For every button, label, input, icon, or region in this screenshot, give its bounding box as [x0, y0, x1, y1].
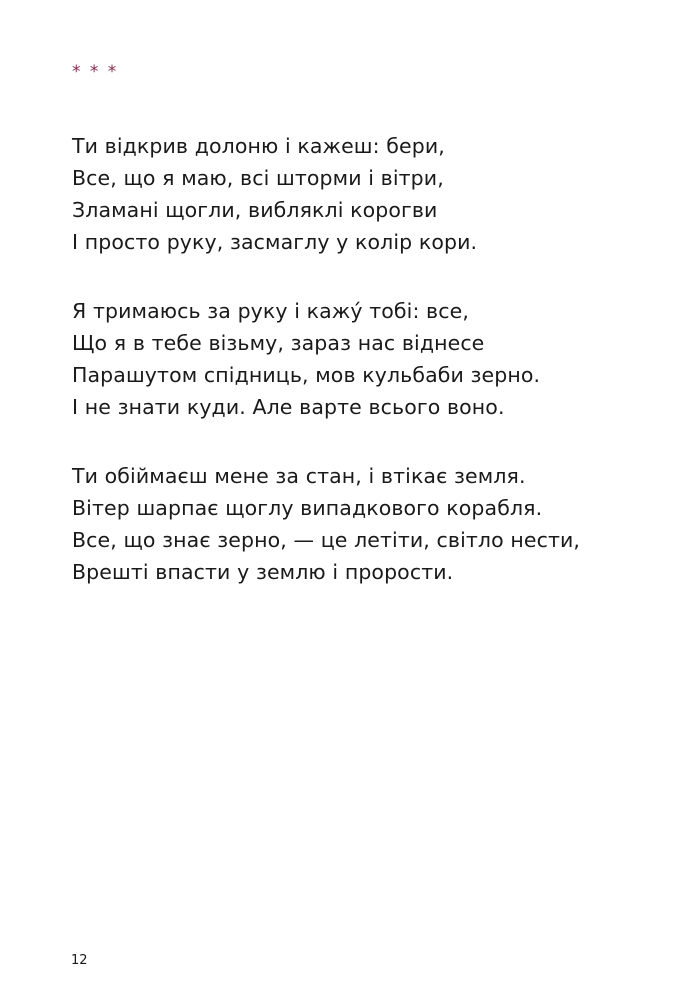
- poem: [72, 130, 672, 625]
- poem-line: Ти обіймаєш мене за стан, і втікає земля.: [72, 464, 526, 488]
- poem-line: Що я в тебе візьму, зараз нас віднесе: [72, 331, 485, 355]
- stanza-2: [72, 295, 672, 423]
- poem-line: Парашутом спідниць, мов кульбаби зерно.: [72, 363, 541, 387]
- poem-line: І не знати куди. Але варте всього воно.: [72, 395, 505, 419]
- poem-line: Все, що я маю, всі шторми і вітри,: [72, 166, 444, 190]
- poem-line: Я тримаюсь за руку і кажу́ тобі: все,: [72, 299, 469, 323]
- poem-line: Зламані щогли, вибляклі корогви: [72, 198, 438, 222]
- stanza-1: [72, 130, 672, 258]
- stanza-3: [72, 460, 672, 588]
- page-number: 12: [71, 953, 88, 968]
- poem-line: Врешті впасти у землю і прорости.: [72, 560, 454, 584]
- poem-line: Все, що знає зерно, — це летіти, світло нести,: [72, 528, 581, 552]
- section-ornament: * * *: [72, 62, 119, 82]
- poem-line: І просто руку, засмаглу у колір кори.: [72, 230, 478, 254]
- poem-line: Ти відкрив долоню і кажеш: бери,: [72, 134, 445, 158]
- poem-line: Вітер шарпає щоглу випадкового корабля.: [72, 496, 543, 520]
